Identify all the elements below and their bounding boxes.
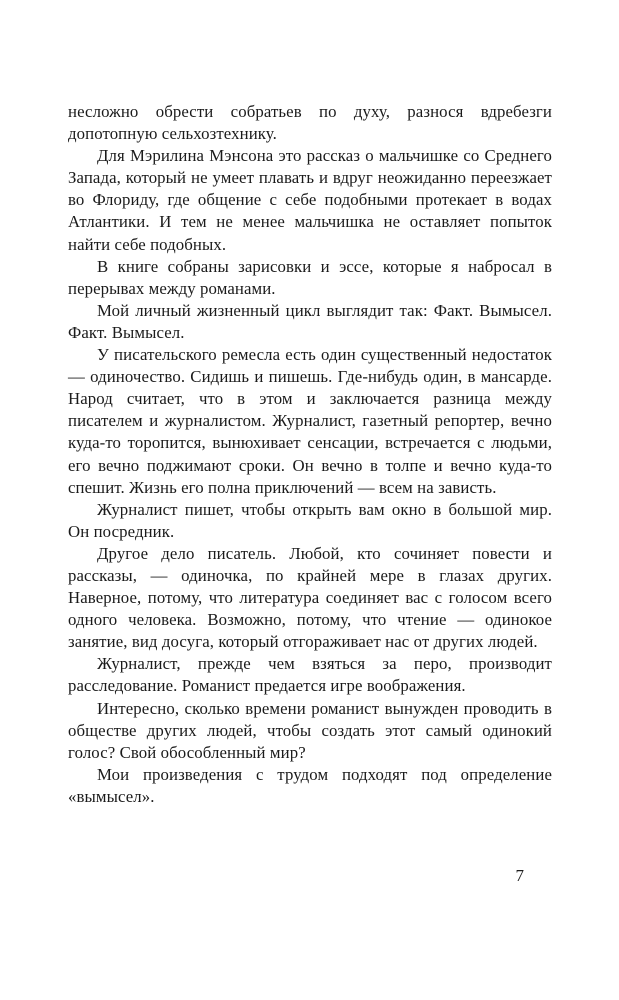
paragraph: несложно обрести собратьев по духу, разнося вдребезги допотопную сельхозтехнику. xyxy=(68,102,552,144)
paragraph: Интересно, сколько времени романист вынужден проводить в обществе других людей, чтобы создать этот самый одинокий голос? Свой обособленный мир? xyxy=(68,698,552,762)
paragraph: Мои произведения с трудом подходят под определение «вымысел». xyxy=(68,764,552,806)
paragraph: В книге собраны зарисовки и эссе, которые я набросал в перерывах между романами. xyxy=(68,256,552,298)
paragraph: Мой личный жизненный цикл выглядит так: Факт. Вымысел. Факт. Вымысел. xyxy=(68,300,552,342)
page-number: 7 xyxy=(515,866,524,885)
paragraph: Для Мэрилина Мэнсона это рассказ о мальчишке со Среднего Запада, который не умеет плавать и вдруг неожиданно переезжает во Флориду, где общение с себе подобными протекает в водах Атлантики. И тем не менее мальчишка не оставляет попыток найти себе подобных. xyxy=(68,146,552,254)
paragraph: Другое дело писатель. Любой, кто сочиняет повести и рассказы, — одиночка, по крайней мере в глазах других. Наверное, потому, что литература соединяет вас с голосом всего одного человека. Возможно, потому, что чтение — одинокое занятие, вид досуга, который отгораживает нас от других людей. xyxy=(68,543,552,652)
paragraph: Журналист, прежде чем взяться за перо, производит расследование. Романист предается игре воображения. xyxy=(68,654,552,696)
text-block xyxy=(68,101,552,808)
paragraph: Журналист пишет, чтобы открыть вам окно в большой мир. Он посредник. xyxy=(68,499,552,541)
paragraph: У писательского ремесла есть один существенный недостаток — одиночество. Сидишь и пишешь. Где-нибудь один, в мансарде. Народ считает, что в этом и заключается разница между писателем и журналистом. Журналист, газетный репортер, вечно куда-то торопится, вынюхивает сенсации, встречается с людьми, его вечно поджимают сроки. Он вечно в толпе и вечно куда-то спешит. Жизнь его полна приключений — всем на зависть. xyxy=(68,345,552,497)
